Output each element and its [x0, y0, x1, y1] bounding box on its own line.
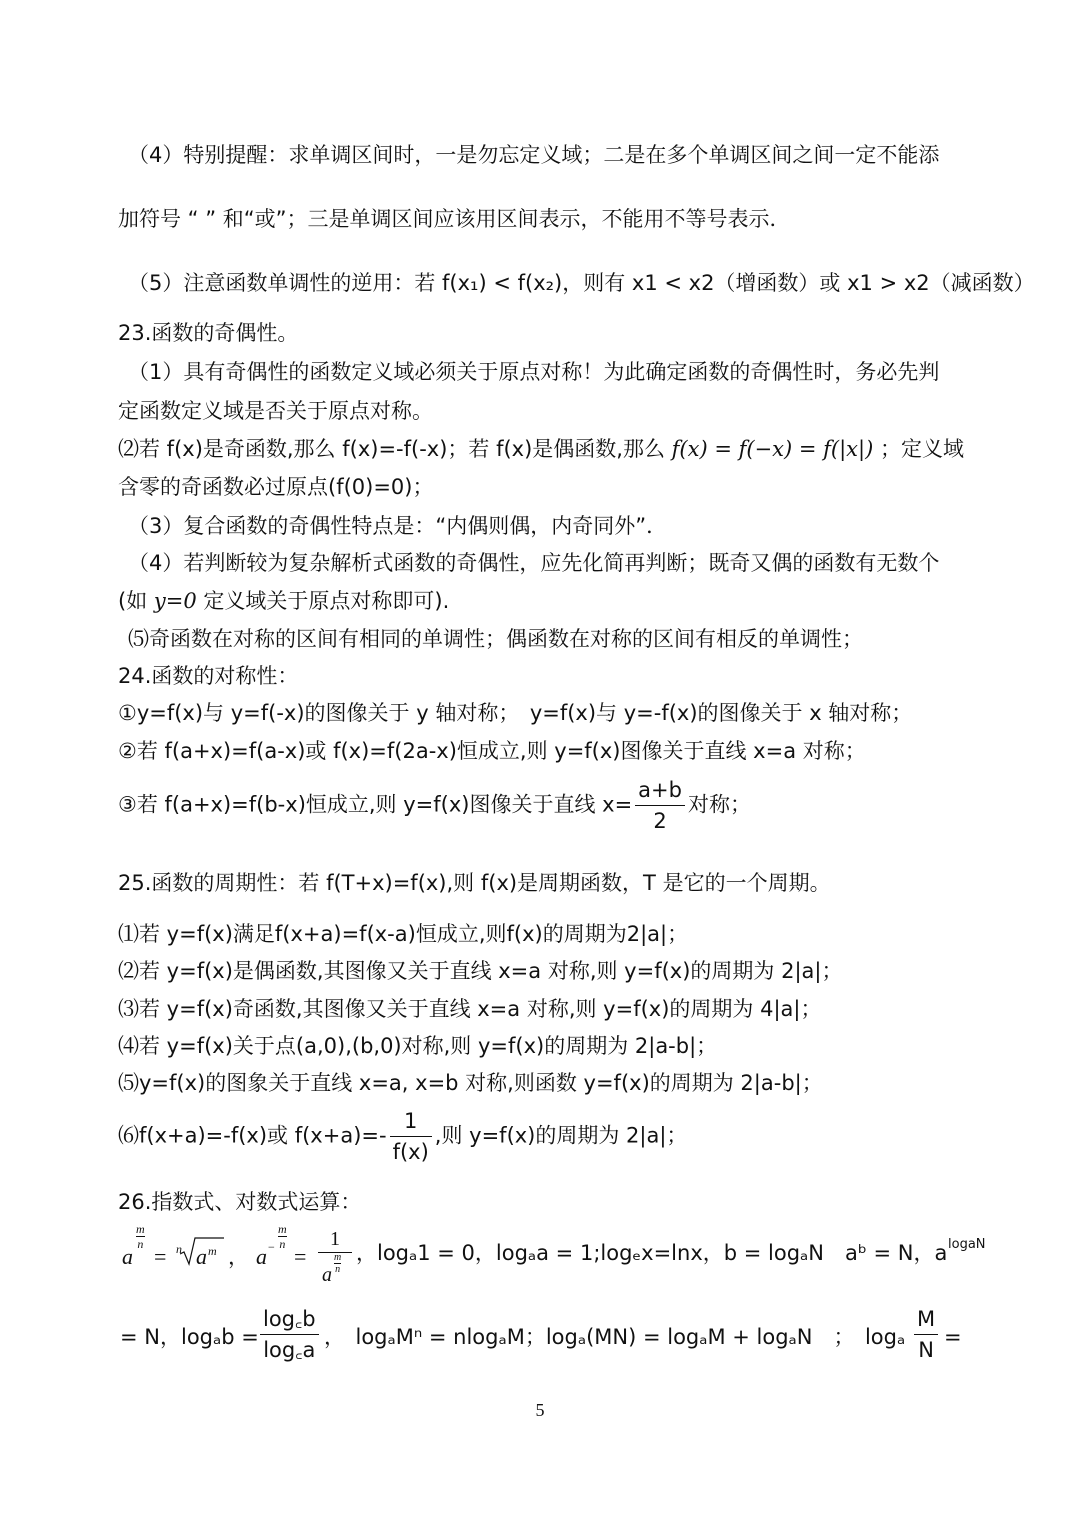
s25-item5: ⑸y=f(x)的图象关于直线 x=a, x=b 对称,则函数 y=f(x)的周期为 2|a-b|；: [118, 1071, 823, 1095]
p5-line: （5）注意函数单调性的逆用：若 f(x₁) < f(x₂)，则有 x1 < x2（增函数）或 x1 > x2（减函数）: [128, 271, 1035, 295]
page-number: 5: [535, 1400, 545, 1420]
s23-item4-b-post: 定义域关于原点对称即可).: [203, 589, 450, 613]
s23-item2-text: ⑵若 f(x)是奇函数,那么 f(x)=-f(-x)；若 f(x)是偶函数,那么: [118, 437, 665, 461]
log-rules-line2-b: ， logₐMⁿ = nlogₐM；logₐ(MN) = logₐM + logₐN ； logₐ: [324, 1325, 906, 1349]
s23-title: 23.函数的奇偶性。: [118, 321, 299, 345]
frac-den: f(x): [392, 1140, 429, 1164]
s23-item2-tail: ；定义域: [879, 437, 964, 461]
fraction-1-over-fx: [390, 1106, 432, 1167]
s25-item3: ⑶若 y=f(x)奇函数,其图像又关于直线 x=a 对称,则 y=f(x)的周期为 4|a|；: [118, 997, 822, 1021]
s25-item1: ⑴若 y=f(x)满足f(x+a)=f(x-a)恒成立,则f(x)的周期为2|a|；: [118, 922, 689, 946]
fraction-a-plus-b-over-2: [635, 775, 685, 836]
log-rules-line2-a: = N，logₐb =: [120, 1325, 259, 1349]
frac-num: a+b: [635, 775, 685, 806]
exp-num: m: [334, 1252, 342, 1263]
frac-den: log꜀a: [263, 1338, 316, 1362]
s24-title: 24.函数的对称性：: [118, 664, 299, 688]
s25-item2: ⑵若 y=f(x)是偶函数,其图像又关于直线 x=a 对称,则 y=f(x)的周期为 2|a|；: [118, 959, 843, 983]
s23-item4-b: [118, 586, 970, 616]
comma: ，: [228, 1245, 249, 1269]
radicand-exp-m: m: [208, 1244, 217, 1258]
s25-item6-pre: ⑹f(x+a)=-f(x)或 f(x+a)=-: [118, 1123, 387, 1148]
exponent-m-over-n: [136, 1222, 145, 1251]
p4-line1: （4）特别提醒：求单调区间时，一是勿忘定义域；二是在多个单调区间之间一定不能添: [128, 143, 940, 167]
exp-num: m: [136, 1222, 145, 1236]
root-index-n: n: [176, 1242, 182, 1256]
minus-sign: −: [268, 1240, 275, 1254]
s24-item2: ②若 f(a+x)=f(a-x)或 f(x)=f(2a-x)恒成立,则 y=f(x)图像关于直线 x=a 对称；: [118, 739, 866, 763]
s23-item3: （3）复合函数的奇偶性特点是：“内偶则偶，内奇同外”．: [128, 514, 668, 538]
base-a-neg: a: [256, 1244, 267, 1269]
equals-sign: =: [154, 1244, 167, 1269]
frac-den: 2: [653, 809, 667, 833]
s24-item3: [118, 775, 970, 836]
log-exponent-logaN: logaN: [948, 1237, 986, 1252]
m-over-n-fraction: [914, 1304, 938, 1365]
p4-line2: 加符号 “ ” 和“或”；三是单调区间应该用区间表示，不能用不等号表示．: [118, 207, 791, 231]
exp-den: n: [279, 1237, 286, 1251]
den-exponent-m-over-n: [334, 1252, 341, 1275]
change-of-base-fraction: [260, 1304, 319, 1365]
s23-item1-b: 定函数定义域是否关于原点对称。: [118, 399, 433, 423]
frac-num: M: [914, 1304, 938, 1335]
s25-item4: ⑷若 y=f(x)关于点(a,0),(b,0)对称,则 y=f(x)的周期为 2|a-b|；: [118, 1034, 718, 1058]
s26-formula-line1: [118, 1222, 986, 1292]
frac-num: 1: [390, 1106, 432, 1137]
equals-sign: =: [944, 1325, 962, 1349]
log-rules-line1: ，logₐ1 = 0，logₐa = 1;logₑx=lnx，b = logₐN aᵇ = N，a: [356, 1241, 948, 1265]
frac-den: N: [918, 1338, 934, 1362]
s23-item4-b-pre: (如: [118, 589, 148, 613]
radicand-a: a: [196, 1244, 207, 1269]
exp-den: n: [335, 1264, 341, 1275]
s23-item4-a: （4）若判断较为复杂解析式函数的奇偶性，应先化简再判断；既奇又偶的函数有无数个: [128, 551, 940, 575]
s26-formula-line2: [118, 1304, 970, 1374]
equals-sign: =: [294, 1244, 307, 1269]
denominator-a: a: [322, 1264, 332, 1286]
s24-item3-post: 对称；: [687, 792, 751, 817]
s23-item2-b: 含零的奇函数必过原点(f(0)=0)；: [118, 475, 434, 499]
s24-item3-pre: ③若 f(a+x)=f(b-x)恒成立,则 y=f(x)图像关于直线 x=: [118, 792, 633, 817]
s25-item6: [118, 1106, 970, 1167]
even-function-formula: f(x) = f(−x) = f(|x|): [671, 437, 874, 461]
base-a: a: [122, 1244, 133, 1269]
s23-item5: ⑸奇函数在对称的区间有相同的单调性；偶函数在对称的区间有相反的单调性；: [128, 627, 863, 651]
exp-num: m: [278, 1222, 287, 1236]
s24-item1: ①y=f(x)与 y=f(-x)的图像关于 y 轴对称； y=f(x)与 y=-f(x)的图像关于 x 轴对称；: [118, 701, 913, 725]
frac-num: log꜀b: [260, 1304, 319, 1335]
s25-item6-post: ,则 y=f(x)的周期为 2|a|；: [434, 1123, 688, 1148]
s23-item1-a: （1）具有奇偶性的函数定义域必须关于原点对称！为此确定函数的奇偶性时，务必先判: [128, 360, 940, 384]
s25-title: 25.函数的周期性：若 f(T+x)=f(x),则 f(x)是周期函数，T 是它的一个周期。: [118, 871, 831, 895]
neg-exponent-m-over-n: [278, 1222, 287, 1251]
s26-title: 26.指数式、对数式运算：: [118, 1190, 362, 1214]
one-numerator: 1: [318, 1226, 352, 1253]
exp-den: n: [137, 1237, 144, 1251]
s23-item2-a: [118, 434, 970, 464]
y-zero-formula: y=0: [153, 589, 197, 613]
